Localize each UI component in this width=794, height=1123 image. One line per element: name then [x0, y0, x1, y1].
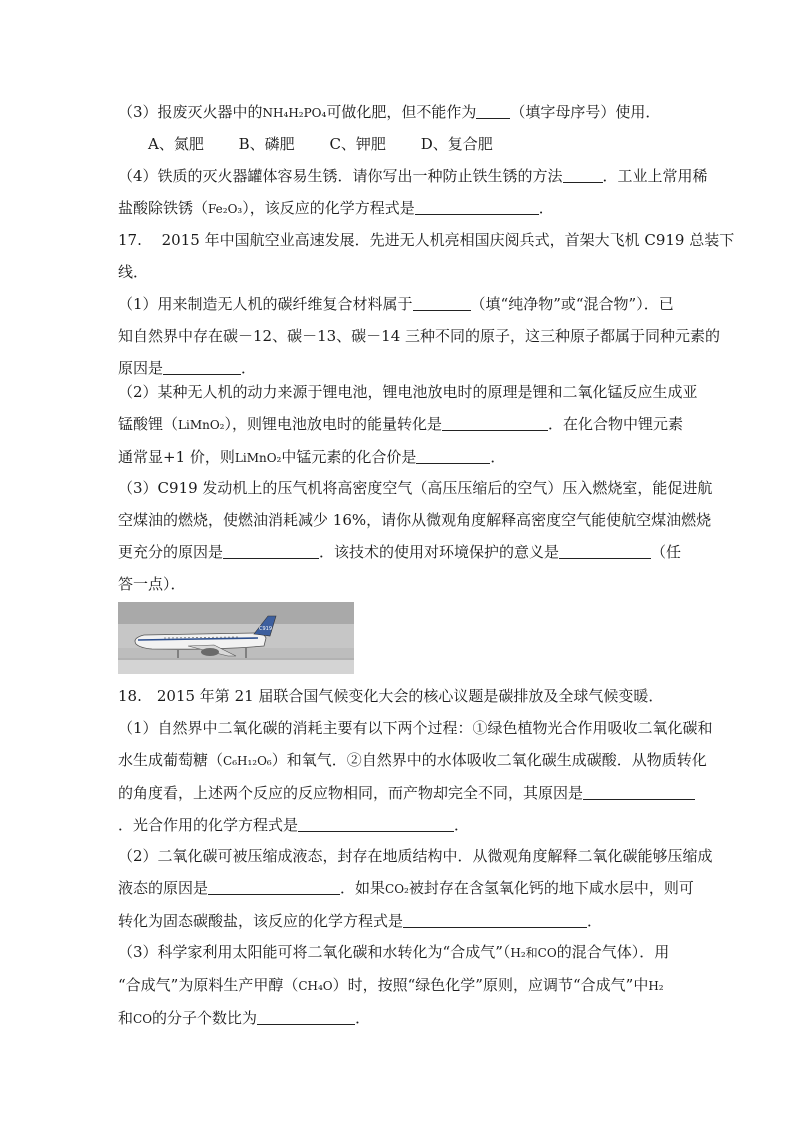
option-c: C、钾肥: [329, 135, 386, 153]
q18-part3: （3）科学家利用太阳能可将二氧化碳和水转化为“合成气”（H₂和CO的混合气体）．用 “合成气”为原料生产甲醇（CH₄O）时，按照“绿色化学”原则，应调节“合成气”中H₂ 和CO的分子个数比为 ．: [118, 943, 670, 1027]
formula-limno2: LiMnO₂: [178, 418, 225, 432]
q16-part4: （4）铁质的灭火器罐体容易生锈．请你写出一种防止铁生锈的方法 ．工业上常用稀 盐酸除铁锈（Fe₂O₃），该反应的化学方程式是 ．: [118, 160, 678, 225]
aircraft-photo: [118, 602, 354, 674]
answer-blank[interactable]: [583, 781, 695, 800]
answer-blank[interactable]: [298, 813, 454, 832]
q17-part2: （2）某种无人机的动力来源于锂电池，锂电池放电时的原理是锂和二氧化锰反应生成亚 锰酸锂（LiMnO₂），则锂电池放电时的能量转化是 ．在化合物中锂元素 通常显+1 价，则LiMnO₂中锰元素的化合价是 ．: [118, 383, 698, 466]
answer-blank[interactable]: [223, 540, 319, 559]
option-a: A、氮肥: [148, 135, 204, 153]
formula-h2: H₂: [648, 979, 664, 993]
q18-part2: （2）二氧化碳可被压缩成液态，封存在地质结构中．从微观角度解释二氧化碳能够压缩成 液态的原因是 ．如果CO₂被封存在含氢氧化钙的地下咸水层中，则可 转化为固态碳酸盐，该反应的化学方程式是 ．: [118, 847, 713, 930]
formula-co2: CO₂: [385, 882, 409, 896]
option-b: B、磷肥: [238, 135, 295, 153]
formula-fe2o3: Fe₂O₃: [208, 202, 243, 216]
answer-blank[interactable]: [563, 164, 603, 183]
formula-glucose: C₆H₁₂O₆: [223, 754, 272, 768]
q17-part1: （1）用来制造无人机的碳纤维复合材料属于 （填“纯净物”或“混合物”）．已 知自然界中存在碳－12、碳－13、碳－14 三种不同的原子，这三种原子都属于同种元素的 原因是 ．: [118, 288, 678, 384]
q17-part3: （3）C919 发动机上的压气机将高密度空气（高压压缩后的空气）压入燃烧室，能促进航 空煤油的燃烧，使燃油消耗减少 16%，请你从微观角度解释高密度空气能使航空煤油燃烧 更充分的原因是 ．该技术的使用对环境保护的意义是 （任 答一点）．: [118, 479, 713, 593]
formula-ch4o: CH₄O: [298, 979, 333, 993]
formula-co: CO: [133, 1012, 153, 1026]
answer-blank[interactable]: [403, 909, 587, 928]
q18-part1: （1）自然界中二氧化碳的消耗主要有以下两个过程：①绿色植物光合作用吸收二氧化碳和 水生成葡萄糖（C₆H₁₂O₆）和氧气．②自然界中的水体吸收二氧化碳生成碳酸．从物质转化 的角度看，上述两个反应的反应物相同，而产物却完全不同，其原因是 ．光合作用的化学方程式是 ．: [118, 719, 713, 834]
answer-blank[interactable]: [208, 876, 340, 895]
answer-blank[interactable]: [559, 540, 651, 559]
aircraft-tail-label: C919: [259, 626, 273, 632]
q16-part3: （3）报废灭火器中的NH₄H₂PO₄可做化肥，但不能作为 （填字母序号）使用．: [118, 96, 678, 129]
answer-blank[interactable]: [416, 445, 490, 464]
q17-intro: 17. 2015 年中国航空业高速发展．先进无人机亮相国庆阅兵式，首架大飞机 C919 总装下 线．: [118, 231, 735, 281]
q18-intro: 18. 2015 年第 21 届联合国气候变化大会的核心议题是碳排放及全球气候变暖．: [118, 687, 664, 705]
answer-blank[interactable]: [476, 100, 510, 119]
q16-options: [148, 128, 523, 160]
formula-limno2: LiMnO₂: [234, 451, 282, 465]
answer-blank[interactable]: [413, 292, 471, 311]
answer-blank[interactable]: [163, 356, 241, 375]
formula-h2-co: H₂和CO: [510, 946, 557, 960]
option-d: D、复合肥: [420, 135, 493, 153]
c919-aircraft-image: [118, 602, 354, 674]
answer-blank[interactable]: [415, 196, 539, 215]
answer-blank[interactable]: [257, 1006, 355, 1025]
formula-nh4h2po4: NH₄H₂PO₄: [262, 106, 327, 120]
answer-blank[interactable]: [442, 412, 548, 431]
